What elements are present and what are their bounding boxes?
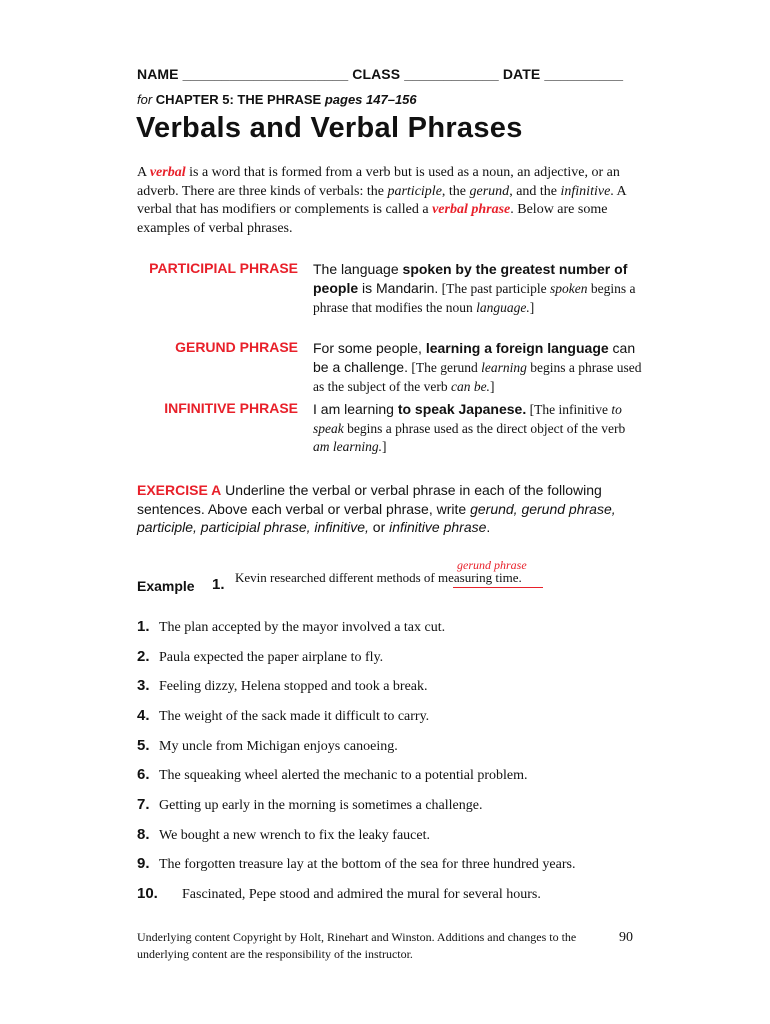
example-number: 1. bbox=[212, 576, 225, 593]
term-verbal-phrase: verbal phrase bbox=[432, 202, 511, 217]
example-underline bbox=[453, 587, 543, 588]
item-sentence[interactable]: My uncle from Michigan enjoys canoeing. bbox=[159, 739, 398, 754]
phrase-label: INFINITIVE PHRASE bbox=[164, 400, 298, 416]
class-blank: ____________ bbox=[404, 66, 499, 82]
chapter-reference bbox=[137, 92, 417, 107]
date-blank: __________ bbox=[544, 66, 624, 82]
phrase-note: [The gerund bbox=[407, 360, 482, 375]
exercise-item bbox=[137, 796, 482, 814]
item-number: 8. bbox=[137, 826, 150, 843]
phrase-note: am learning. bbox=[313, 439, 382, 454]
exercise-item bbox=[137, 648, 383, 666]
phrase-example-text bbox=[313, 260, 643, 317]
intro-paragraph bbox=[137, 164, 637, 238]
exercise-item bbox=[137, 826, 430, 844]
phrase-sentence: can be a challenge. bbox=[313, 340, 636, 375]
item-number: 10. bbox=[137, 885, 158, 902]
item-sentence[interactable]: The plan accepted by the mayor involved a tax cut. bbox=[159, 620, 446, 635]
item-number: 3. bbox=[137, 677, 150, 694]
exercise-text: infinitive phrase bbox=[389, 519, 487, 535]
example-item bbox=[137, 556, 637, 596]
page-title: Verbals and Verbal Phrases bbox=[136, 112, 523, 144]
exercise-item bbox=[137, 885, 541, 903]
class-label: CLASS bbox=[352, 66, 401, 82]
intro-text: . Below are some examples of verbal phrases. bbox=[137, 202, 608, 236]
item-number: 4. bbox=[137, 707, 150, 724]
item-sentence[interactable]: The forgotten treasure lay at the bottom of the sea for three hundred years. bbox=[159, 857, 576, 872]
term-gerund: gerund bbox=[469, 183, 510, 199]
phrase-sentence: is Mandarin. bbox=[358, 280, 439, 296]
example-label: Example bbox=[137, 578, 195, 594]
phrase-note: [The infinitive bbox=[526, 402, 612, 417]
example-underlined-phrase: measuring time. bbox=[438, 570, 522, 585]
phrase-note: begins a phrase used as the subject of the verb bbox=[313, 360, 642, 394]
phrase-sentence: For some people, bbox=[313, 340, 426, 356]
exercise-text: or bbox=[368, 519, 390, 535]
page-number: 90 bbox=[619, 930, 633, 945]
header-fields bbox=[137, 66, 623, 82]
date-label: DATE bbox=[502, 66, 541, 82]
phrase-note: ] bbox=[489, 378, 495, 394]
exercise-item bbox=[137, 618, 445, 636]
phrase-note: language. bbox=[476, 299, 530, 315]
item-sentence[interactable]: We bought a new wrench to fix the leaky faucet. bbox=[159, 828, 430, 843]
phrase-label: PARTICIPIAL PHRASE bbox=[149, 260, 298, 276]
exercise-item bbox=[137, 766, 528, 784]
item-number: 7. bbox=[137, 796, 150, 813]
item-number: 5. bbox=[137, 737, 150, 754]
phrase-note: ] bbox=[529, 299, 535, 315]
phrase-note: begins a phrase that modifies the noun bbox=[313, 281, 636, 315]
chapter-title: CHAPTER 5: THE PHRASE bbox=[155, 92, 322, 107]
item-number: 2. bbox=[137, 648, 150, 665]
exercise-text: gerund, gerund phrase, participle, participial phrase, infinitive, bbox=[137, 500, 616, 535]
term-infinitive: infinitive bbox=[560, 183, 611, 199]
phrase-highlight: to speak Japanese. bbox=[397, 401, 527, 417]
phrase-highlight: learning a foreign language bbox=[425, 340, 609, 356]
item-number: 9. bbox=[137, 855, 150, 872]
phrase-note: can be. bbox=[450, 378, 490, 394]
phrase-note: learning bbox=[481, 360, 527, 375]
item-sentence[interactable]: Fascinated, Pepe stood and admired the mural for several hours. bbox=[182, 887, 541, 902]
term-verbal: verbal bbox=[149, 165, 186, 180]
chapter-pages: pages 147–156 bbox=[324, 92, 417, 107]
item-number: 6. bbox=[137, 766, 150, 783]
phrase-highlight: spoken by the greatest number of people bbox=[313, 261, 628, 296]
copyright-footer: Underlying content Copyright by Holt, Rinehart and Winston. Additions and changes to the underlying content are the responsibility of the instructor. bbox=[137, 930, 577, 961]
exercise-label: EXERCISE A bbox=[137, 482, 222, 498]
intro-text: , and the bbox=[509, 183, 561, 199]
item-sentence[interactable]: Feeling dizzy, Helena stopped and took a break. bbox=[159, 679, 428, 694]
phrase-note: [The past participle bbox=[438, 281, 550, 296]
item-number: 1. bbox=[137, 618, 150, 635]
exercise-text: Underline the verbal or verbal phrase in each of the following sentences. Above each verbal or verbal phrase, write bbox=[137, 482, 602, 517]
phrase-note: begins a phrase used as the direct object of the verb bbox=[343, 420, 626, 436]
intro-text: . A verbal that has modifiers or complements is called a bbox=[137, 183, 626, 217]
chapter-for: for bbox=[137, 92, 153, 107]
exercise-item bbox=[137, 855, 575, 873]
phrase-note: spoken bbox=[550, 281, 588, 296]
item-sentence[interactable]: Paula expected the paper airplane to fly. bbox=[159, 650, 384, 665]
exercise-item bbox=[137, 707, 429, 725]
name-blank: _____________________ bbox=[182, 66, 349, 82]
exercise-item bbox=[137, 737, 398, 755]
intro-text: is a word that is formed from a verb but is used as a noun, an adjective, or an adverb. There are three kinds of verbals: the bbox=[137, 165, 620, 199]
example-annotation: gerund phrase bbox=[457, 558, 527, 572]
item-sentence[interactable]: Getting up early in the morning is sometimes a challenge. bbox=[159, 798, 483, 813]
intro-text: , the bbox=[441, 183, 470, 199]
exercise-instructions bbox=[137, 481, 637, 537]
phrase-sentence: The language bbox=[313, 261, 403, 277]
item-sentence[interactable]: The weight of the sack made it difficult to carry. bbox=[159, 709, 430, 724]
phrase-sentence: I am learning bbox=[313, 401, 398, 417]
exercise-item bbox=[137, 677, 428, 695]
phrase-label: GERUND PHRASE bbox=[175, 339, 298, 355]
phrase-example-text bbox=[313, 400, 643, 457]
phrase-example-text bbox=[313, 339, 643, 396]
intro-text: A bbox=[137, 165, 150, 180]
phrase-note: to speak bbox=[313, 402, 622, 436]
example-sentence-text: Kevin researched different methods of bbox=[235, 570, 438, 585]
term-participle: participle bbox=[387, 183, 442, 199]
phrase-note: ] bbox=[382, 439, 387, 454]
name-label: NAME bbox=[137, 66, 179, 82]
item-sentence[interactable]: The squeaking wheel alerted the mechanic to a potential problem. bbox=[159, 768, 528, 783]
exercise-text: . bbox=[486, 519, 491, 535]
